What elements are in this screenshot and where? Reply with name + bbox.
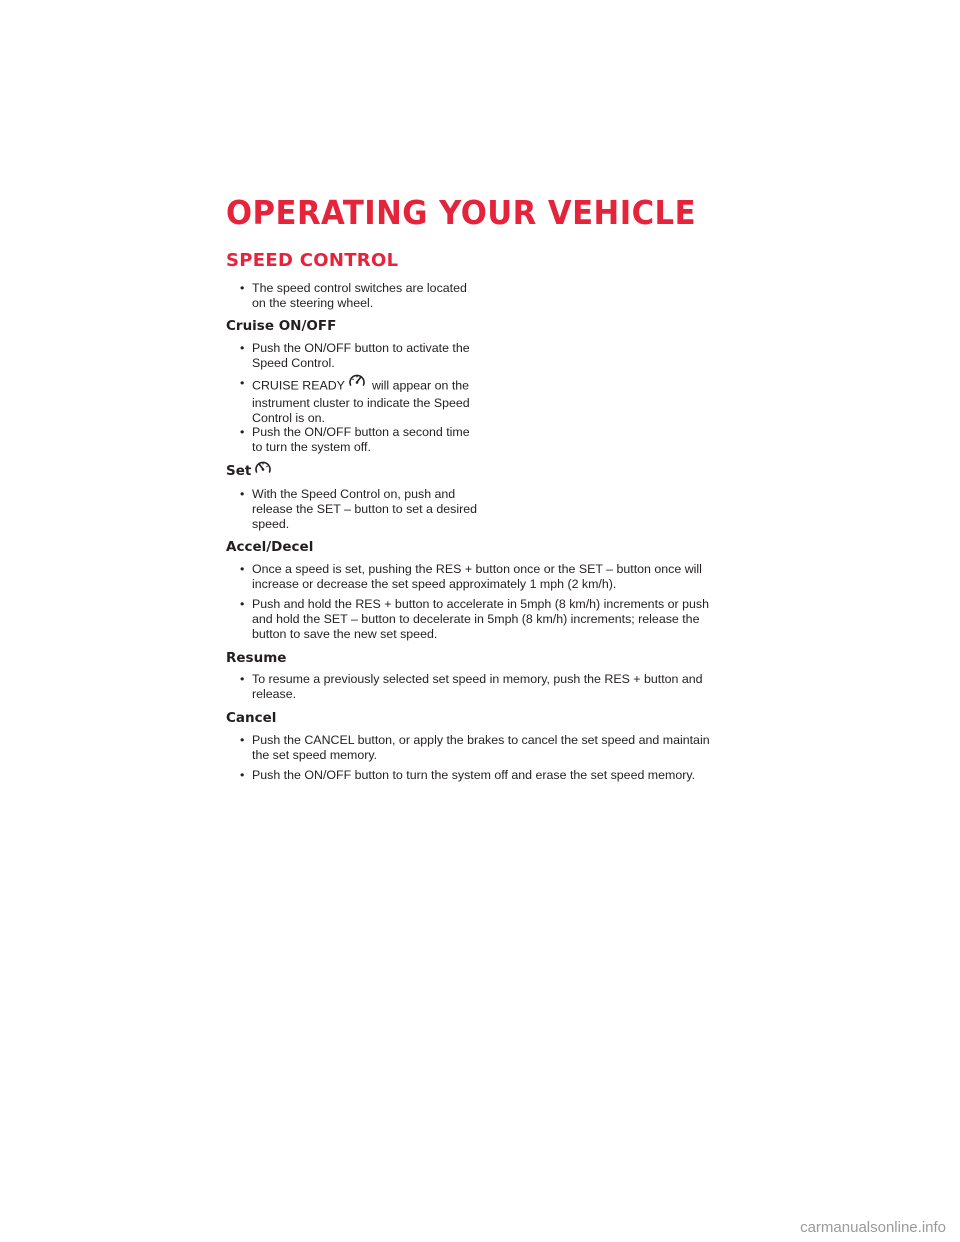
list-item-cruise-3: • Push the ON/OFF button a second time to turn the system off. xyxy=(240,425,470,454)
bullet-icon: • xyxy=(240,733,245,747)
bullet-icon: • xyxy=(240,281,245,295)
bullet-icon: • xyxy=(240,597,245,611)
list-item-intro: • The speed control switches are located on the steering wheel. xyxy=(240,281,467,310)
list-item-cruise-2: • CRUISE READY will appear on the instrument cluster to indicate the Speed Control is on. xyxy=(240,376,480,426)
list-item-accel-2: • Push and hold the RES + button to accelerate in 5mph (8 km/h) increments or push and hold the SET – button to decelerate in 5mph (8 km/h) increments; release the button to save the new set speed. xyxy=(240,597,709,641)
page-header: OPERATING YOUR VEHICLE xyxy=(226,193,697,232)
heading-resume: Resume xyxy=(226,650,287,666)
heading-set: Set xyxy=(226,465,272,485)
heading-accel-decel: Accel/Decel xyxy=(226,539,314,555)
bullet-icon: • xyxy=(240,341,245,355)
cruise-ready-icon xyxy=(348,372,366,392)
bullet-icon: • xyxy=(240,768,245,782)
heading-cancel: Cancel xyxy=(226,710,277,726)
list-item-accel-1: • Once a speed is set, pushing the RES + button once or the SET – button once will increase or decrease the set speed approximately 1 mph (2 km/h). xyxy=(240,562,702,591)
bullet-icon: • xyxy=(240,562,245,576)
section-title-speed-control: SPEED CONTROL xyxy=(226,250,399,271)
heading-cruise-onoff: Cruise ON/OFF xyxy=(226,318,337,334)
list-item-cancel-1: • Push the CANCEL button, or apply the brakes to cancel the set speed and maintain the set speed memory. xyxy=(240,733,710,762)
bullet-icon: • xyxy=(240,672,245,686)
list-item-cancel-2: • Push the ON/OFF button to turn the system off and erase the set speed memory. xyxy=(240,768,696,782)
bullet-icon: • xyxy=(240,376,245,390)
bullet-icon: • xyxy=(240,425,245,439)
watermark: carmanualsonline.info xyxy=(800,1219,946,1236)
bullet-icon: • xyxy=(240,487,245,501)
list-item-set-1: • With the Speed Control on, push and release the SET – button to set a desired speed. xyxy=(240,487,478,531)
list-item-cruise-1: • Push the ON/OFF button to activate the Speed Control. xyxy=(240,341,470,370)
speed-set-icon xyxy=(254,459,272,479)
list-item-resume-1: • To resume a previously selected set speed in memory, push the RES + button and release. xyxy=(240,672,703,701)
